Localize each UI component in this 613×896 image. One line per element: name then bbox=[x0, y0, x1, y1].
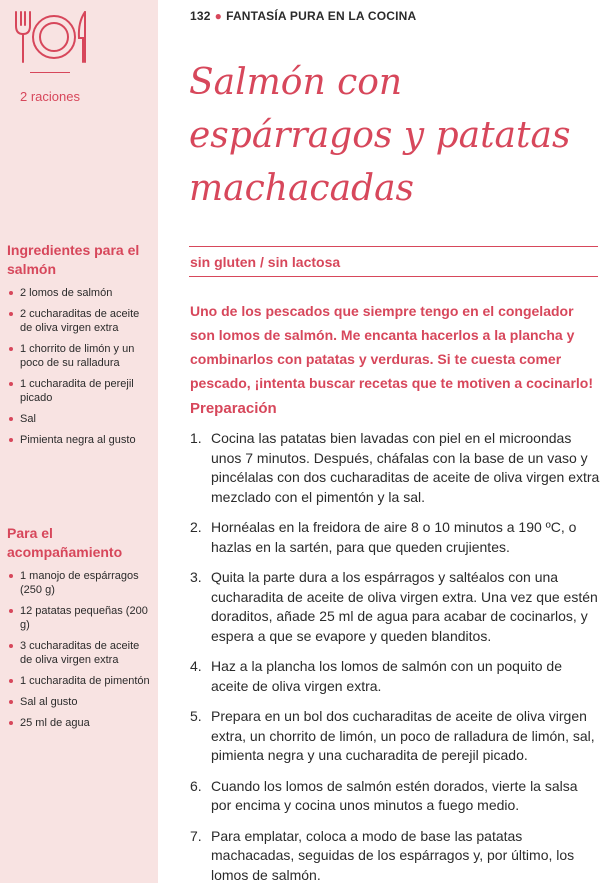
separator-dot: ● bbox=[214, 9, 223, 23]
preparation-steps bbox=[190, 429, 601, 896]
step-text: Prepara en un bol dos cucharaditas de aceite de oliva virgen extra, un chorrito de limón, un poco de ralladura de limón, sal, pimienta negra y una cucharadita de perejil picado. bbox=[211, 708, 595, 763]
step-item bbox=[190, 657, 601, 696]
ingredient-item: 1 manojo de espárragos (250 g) bbox=[7, 569, 153, 597]
page-number: 132 bbox=[190, 9, 211, 23]
dietary-tags: sin gluten / sin lactosa bbox=[190, 254, 341, 270]
step-item bbox=[190, 568, 601, 646]
ingredients-salmon-heading: Ingredientes para el salmón bbox=[7, 242, 140, 277]
ingredient-item: 1 cucharadita de perejil picado bbox=[7, 377, 153, 405]
step-item bbox=[190, 707, 601, 766]
step-text: Cocina las patatas bien lavadas con piel en el microondas unos 7 minutos. Después, cháfalas con la base de un vaso y pincélalas con dos cucharaditas de aceite de oliva virgen extra mezclado con el pimentón y la sal. bbox=[211, 430, 600, 505]
tags-bottom-rule bbox=[189, 276, 598, 277]
step-item bbox=[190, 429, 601, 507]
ingredient-item: 1 cucharadita de pimentón bbox=[7, 674, 153, 688]
ingredients-salmon-list bbox=[7, 286, 153, 454]
ingredient-item: 3 cucharaditas de aceite de oliva virgen extra bbox=[7, 639, 153, 667]
ingredient-item: Sal al gusto bbox=[7, 695, 153, 709]
preparation-heading: Preparación bbox=[190, 400, 277, 417]
step-number: 7. bbox=[190, 827, 202, 844]
ingredient-item: 2 cucharaditas de aceite de oliva virgen extra bbox=[7, 307, 153, 335]
section-title: FANTASÍA PURA EN LA COCINA bbox=[226, 9, 417, 23]
ingredient-item: 12 patatas pequeñas (200 g) bbox=[7, 604, 153, 632]
step-text: Hornéalas en la freidora de aire 8 o 10 minutos a 190 ºC, o hazlas en la sartén, para que queden crujientes. bbox=[211, 519, 577, 555]
recipe-title: Salmón con espárragos y patatas machacadas bbox=[189, 62, 571, 209]
step-text: Haz a la plancha los lomos de salmón con un poquito de aceite de oliva virgen extra. bbox=[211, 658, 562, 694]
ingredient-item: Pimienta negra al gusto bbox=[7, 433, 153, 447]
step-number: 1. bbox=[190, 430, 202, 446]
tags-top-rule bbox=[189, 246, 598, 247]
ingredient-item: Sal bbox=[7, 412, 153, 426]
step-number: 2. bbox=[190, 519, 202, 535]
ingredients-sidebar bbox=[0, 0, 158, 883]
step-item bbox=[190, 827, 601, 886]
recipe-intro: Uno de los pescados que siempre tengo en el congelador son lomos de salmón. Me encanta hacerlos a la plancha y combinarlos con patatas y verduras. Si te cuesta comer pescado, ¡intenta buscar recetas que te motiven a cocinarlo! bbox=[190, 303, 594, 391]
step-item bbox=[190, 518, 601, 557]
step-number: 6. bbox=[190, 777, 202, 794]
ingredient-item: 25 ml de agua bbox=[7, 716, 153, 730]
servings-divider bbox=[30, 72, 70, 73]
ingredient-item: 1 chorrito de limón y un poco de su ralladura bbox=[7, 342, 153, 370]
servings-label: 2 raciones bbox=[20, 89, 80, 104]
ingredients-side-list bbox=[7, 569, 153, 737]
running-head bbox=[190, 9, 416, 23]
step-text: Cuando los lomos de salmón estén dorados, vierte la salsa por encima y cocina unos minutos a fuego medio. bbox=[211, 777, 578, 813]
step-item bbox=[190, 777, 601, 816]
step-number: 4. bbox=[190, 658, 202, 674]
step-number: 3. bbox=[190, 569, 202, 585]
fork-plate-knife-icon bbox=[12, 8, 90, 66]
ingredient-item: 2 lomos de salmón bbox=[7, 286, 153, 300]
step-number: 5. bbox=[190, 708, 202, 724]
ingredients-side-heading: Para el acompañamiento bbox=[7, 525, 123, 560]
step-text: Para emplatar, coloca a modo de base las patatas machacadas, seguidas de los espárragos y, por último, los lomos de salmón. bbox=[211, 827, 575, 883]
step-text: Quita la parte dura a los espárragos y saltéalos con una cucharadita de aceite de oliva virgen extra. Una vez que estén doraditos, añade 25 ml de agua para acabar de cocinarlos, y espera a que se evapore y queden blanditos. bbox=[211, 569, 598, 644]
